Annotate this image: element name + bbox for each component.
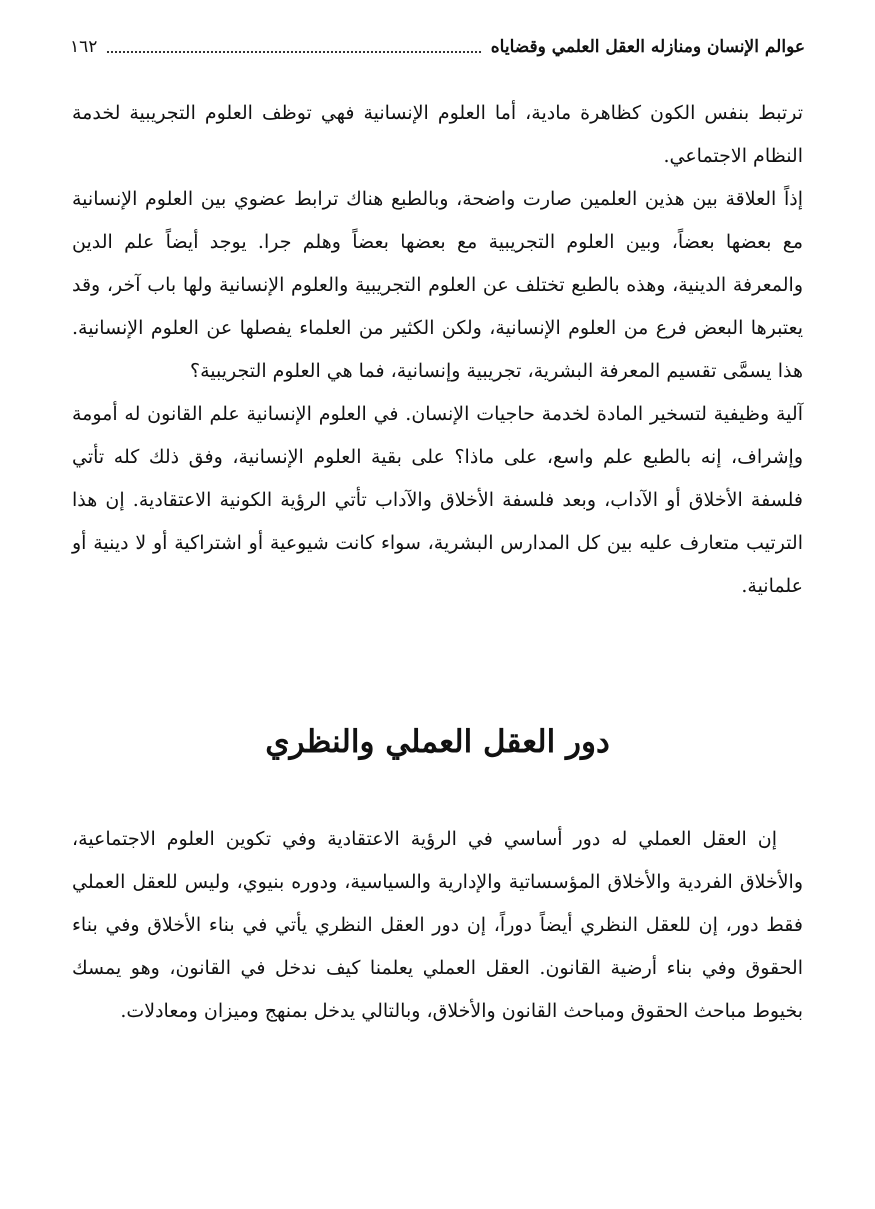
body-paragraph: آلية وظيفية لتسخير المادة لخدمة حاجيات الإنسان. في العلوم الإنسانية علم القانون له أمومة وإشراف، إنه بالطبع علم واسع، على ماذا؟ على بقية العلوم الإنسانية، وفق ذلك كله تأتي فلسفة الأخلاق أو الآداب، وبعد فلسفة الأخلاق والآداب تأتي الرؤية الكونية الاعتقادية. إن هذا الترتيب متعارف عليه بين كل المدارس البشرية، سواء كانت شيوعية أو اشتراكية أو لا دينية أو علمانية. (72, 403, 803, 597)
header-title: عوالم الإنسان ومنازله العقل العلمي وقضاياه (490, 37, 805, 57)
running-header (70, 30, 805, 64)
section-heading: دور العقل العملي والنظري (265, 724, 610, 760)
header-dot-leader (107, 41, 480, 53)
body-text (72, 92, 803, 608)
body-paragraph: إذاً العلاقة بين هذين العلمين صارت واضحة، وبالطبع هناك ترابط عضوي بين العلوم الإنسانية مع بعضها بعضاً، وبين العلوم التجريبية مع بعضها بعضاً وهلم جرا. يوجد أيضاً علم الدين والمعرفة الدينية، وهذه بالطبع تختلف عن العلوم التجريبية والعلوم الإنسانية ولها باب آخر، وقد يعتبرها البعض فرع من العلوم الإنسانية، ولكن الكثير من العلماء يفصلها عن العلوم الإنسانية. هذا يسمَّى تقسيم المعرفة البشرية، تجريبية وإنسانية، فما هي العلوم التجريبية؟ (72, 188, 803, 382)
body-paragraph: ترتبط بنفس الكون كظاهرة مادية، أما العلوم الإنسانية فهي توظف العلوم التجريبية لخدمة النظام الاجتماعي. (72, 102, 803, 167)
page-number: ١٦٢ (70, 37, 98, 57)
section-text (72, 818, 803, 1033)
section-paragraph: إن العقل العملي له دور أساسي في الرؤية الاعتقادية وفي تكوين العلوم الاجتماعية، والأخلاق الفردية والأخلاق المؤسساتية والإدارية والسياسية، ودوره بنيوي، وليس للعقل العملي فقط دور، إن للعقل النظري أيضاً دوراً، إن دور العقل النظري يأتي في بناء الأخلاق وفي بناء الحقوق وفي بناء أرضية القانون. العقل العملي يعلمنا كيف ندخل في القانون، وهو يمسك بخيوط مباحث الحقوق ومباحث القانون والأخلاق، وبالتالي يدخل بمنهج وميزان ومعادلات. (72, 828, 803, 1022)
